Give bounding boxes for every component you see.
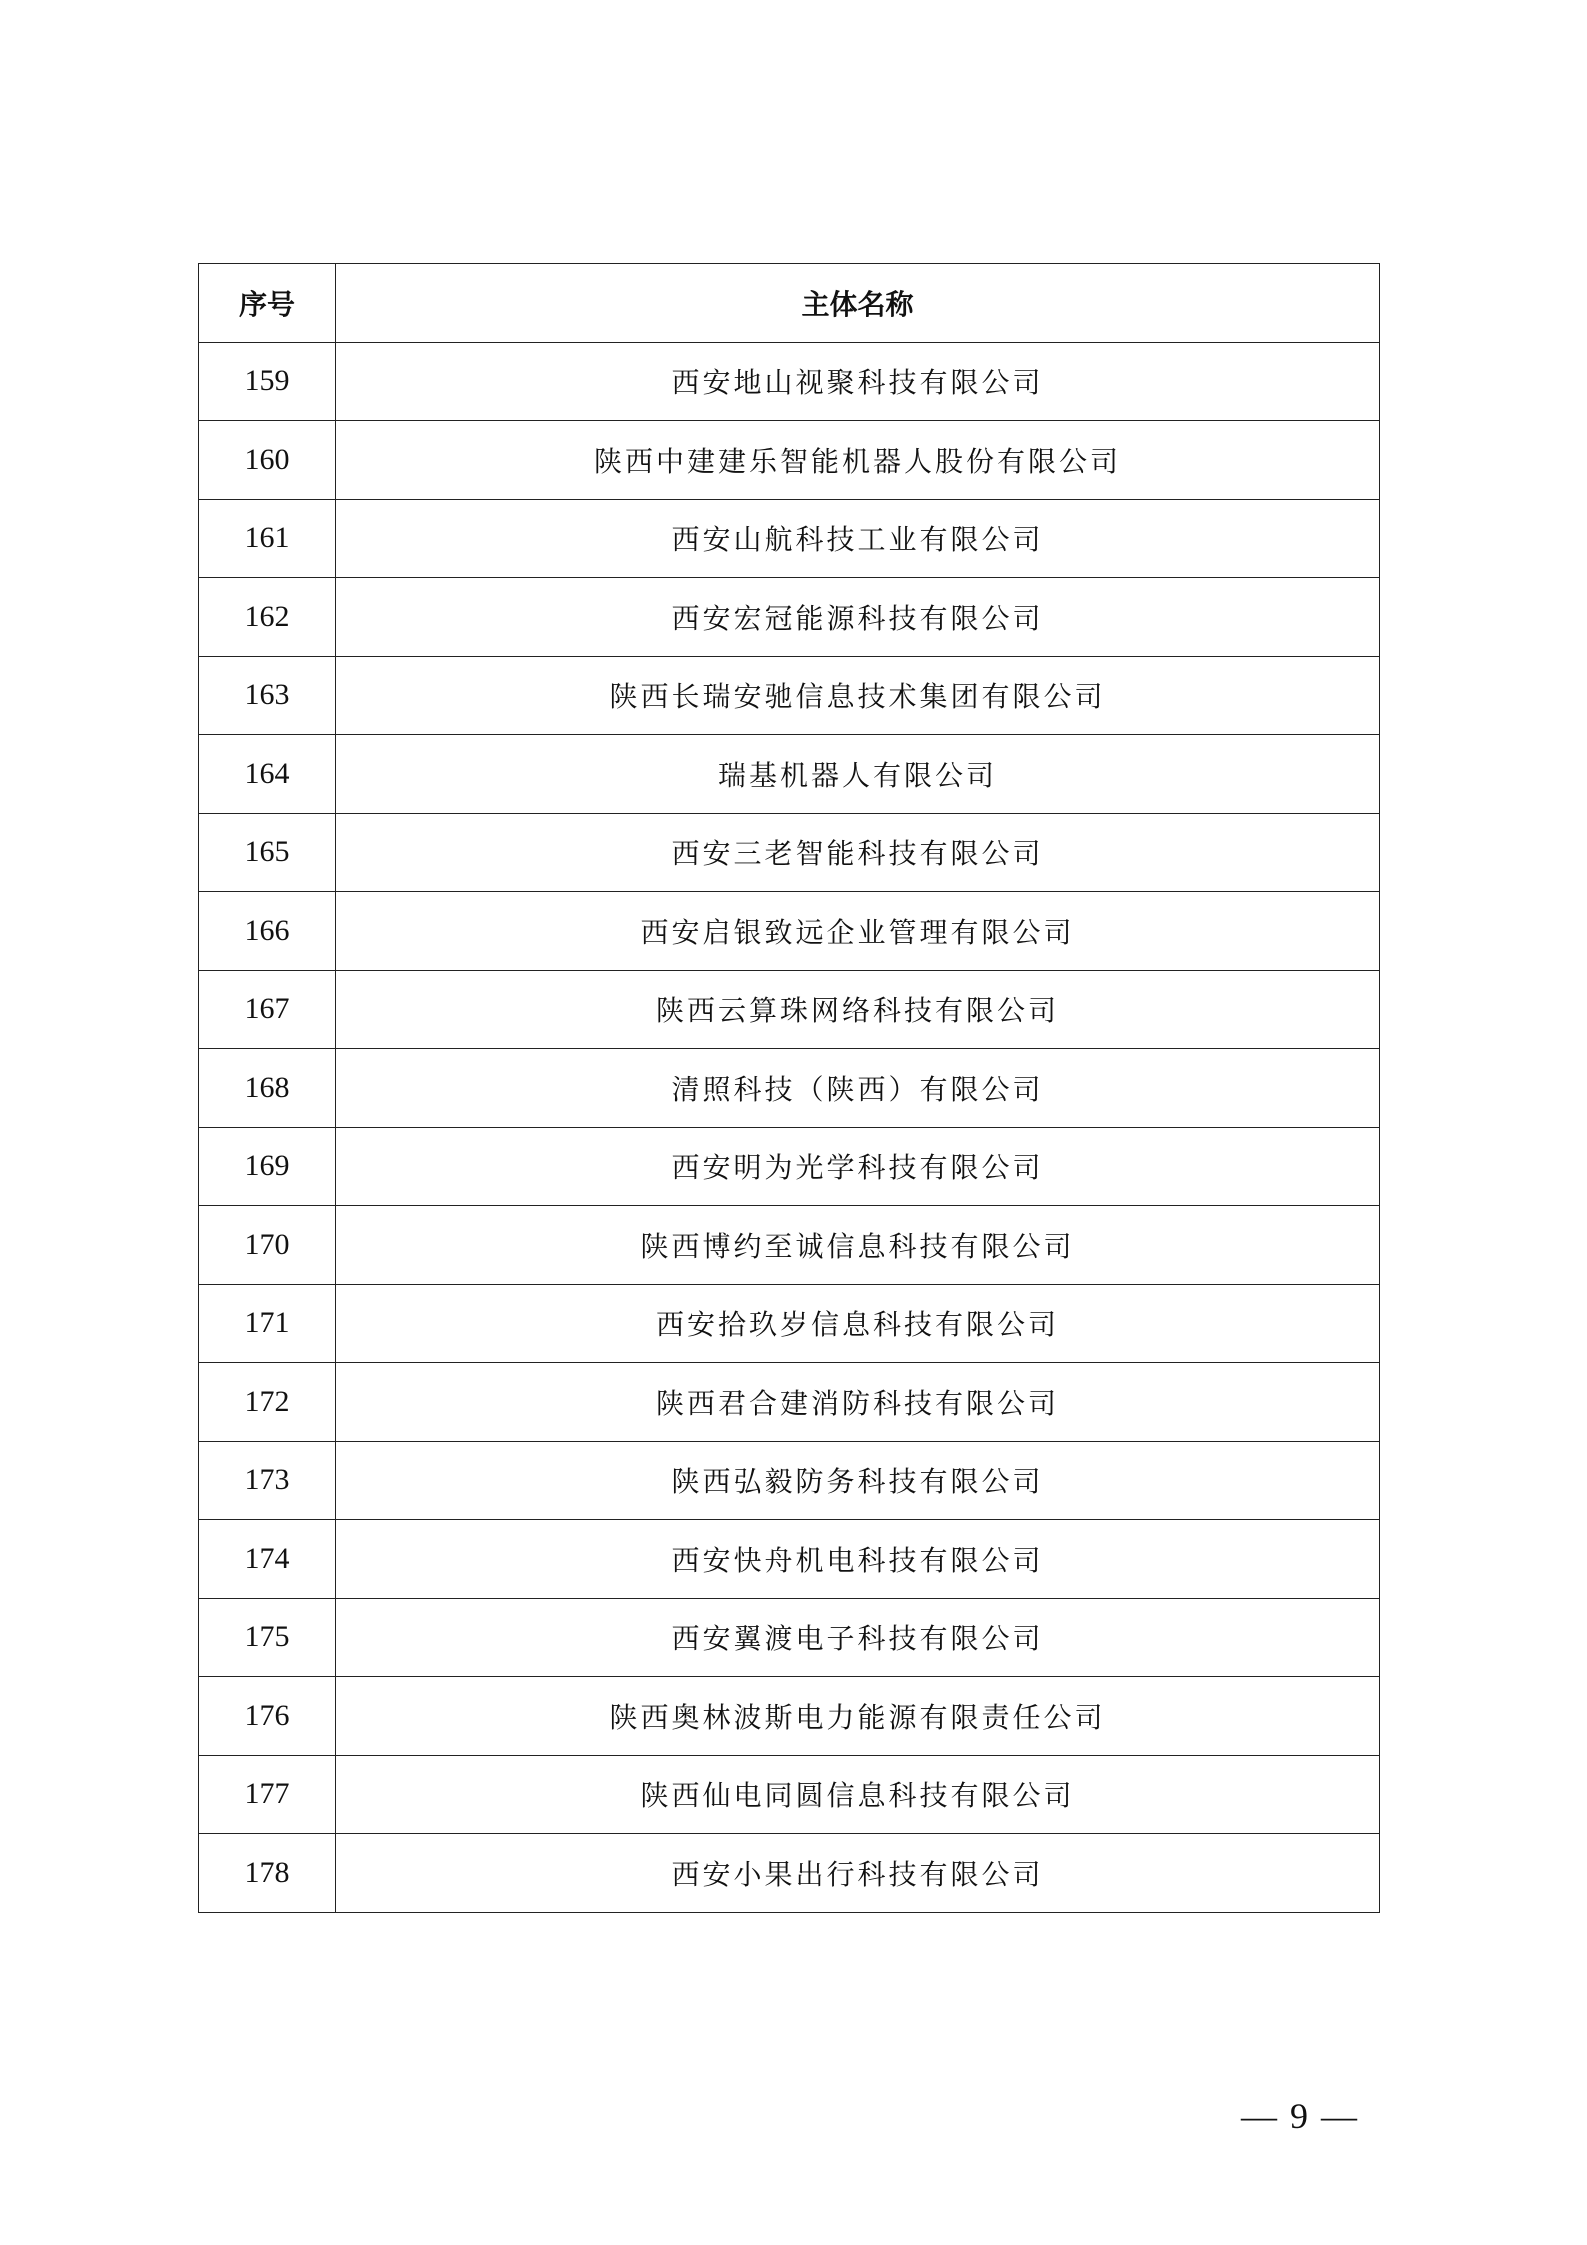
table-row <box>199 813 1380 892</box>
table-row <box>199 1598 1380 1677</box>
row-number: 166 <box>199 892 336 971</box>
table-row <box>199 1677 1380 1756</box>
row-number: 161 <box>199 499 336 578</box>
entity-name: 西安山航科技工业有限公司 <box>336 499 1380 578</box>
entity-name: 清照科技（陕西）有限公司 <box>336 1049 1380 1128</box>
entity-name: 陕西弘毅防务科技有限公司 <box>336 1441 1380 1520</box>
table-row <box>199 656 1380 735</box>
entity-name: 陕西云算珠网络科技有限公司 <box>336 970 1380 1049</box>
row-number: 174 <box>199 1520 336 1599</box>
row-number: 178 <box>199 1834 336 1913</box>
row-number: 175 <box>199 1598 336 1677</box>
row-number: 163 <box>199 656 336 735</box>
row-number: 167 <box>199 970 336 1049</box>
row-number: 170 <box>199 1206 336 1285</box>
row-number: 168 <box>199 1049 336 1128</box>
table-header-row <box>199 264 1380 343</box>
table-row <box>199 1049 1380 1128</box>
entity-name: 瑞基机器人有限公司 <box>336 735 1380 814</box>
table-row <box>199 421 1380 500</box>
row-number: 164 <box>199 735 336 814</box>
table-row <box>199 735 1380 814</box>
table-row <box>199 1127 1380 1206</box>
table-row <box>199 342 1380 421</box>
row-number: 160 <box>199 421 336 500</box>
table-row <box>199 1206 1380 1285</box>
row-number: 172 <box>199 1363 336 1442</box>
row-number: 165 <box>199 813 336 892</box>
entity-name: 西安翼渡电子科技有限公司 <box>336 1598 1380 1677</box>
table-row <box>199 892 1380 971</box>
entity-name: 陕西奥林波斯电力能源有限责任公司 <box>336 1677 1380 1756</box>
entity-list-table <box>198 263 1380 1913</box>
entity-name: 陕西君合建消防科技有限公司 <box>336 1363 1380 1442</box>
page-number: — 9 — <box>1241 2096 1359 2136</box>
table-row <box>199 1755 1380 1834</box>
table-row <box>199 970 1380 1049</box>
row-number: 162 <box>199 578 336 657</box>
table-row <box>199 1520 1380 1599</box>
table-row <box>199 1284 1380 1363</box>
row-number: 159 <box>199 342 336 421</box>
entity-name: 西安地山视聚科技有限公司 <box>336 342 1380 421</box>
entity-name: 西安启银致远企业管理有限公司 <box>336 892 1380 971</box>
header-entity-name: 主体名称 <box>336 264 1380 343</box>
row-number: 171 <box>199 1284 336 1363</box>
entity-name: 西安拾玖岁信息科技有限公司 <box>336 1284 1380 1363</box>
entity-name: 西安三老智能科技有限公司 <box>336 813 1380 892</box>
row-number: 176 <box>199 1677 336 1756</box>
entity-name: 陕西长瑞安驰信息技术集团有限公司 <box>336 656 1380 735</box>
header-number: 序号 <box>199 264 336 343</box>
entity-name: 陕西中建建乐智能机器人股份有限公司 <box>336 421 1380 500</box>
entity-name: 西安快舟机电科技有限公司 <box>336 1520 1380 1599</box>
table-row <box>199 1441 1380 1520</box>
row-number: 173 <box>199 1441 336 1520</box>
row-number: 177 <box>199 1755 336 1834</box>
entity-name: 西安明为光学科技有限公司 <box>336 1127 1380 1206</box>
table-row <box>199 578 1380 657</box>
table-row <box>199 1363 1380 1442</box>
entity-name: 西安宏冠能源科技有限公司 <box>336 578 1380 657</box>
entity-name: 陕西仙电同圆信息科技有限公司 <box>336 1755 1380 1834</box>
row-number: 169 <box>199 1127 336 1206</box>
entity-name: 陕西博约至诚信息科技有限公司 <box>336 1206 1380 1285</box>
table-row <box>199 499 1380 578</box>
table-row <box>199 1834 1380 1913</box>
entity-name: 西安小果出行科技有限公司 <box>336 1834 1380 1913</box>
